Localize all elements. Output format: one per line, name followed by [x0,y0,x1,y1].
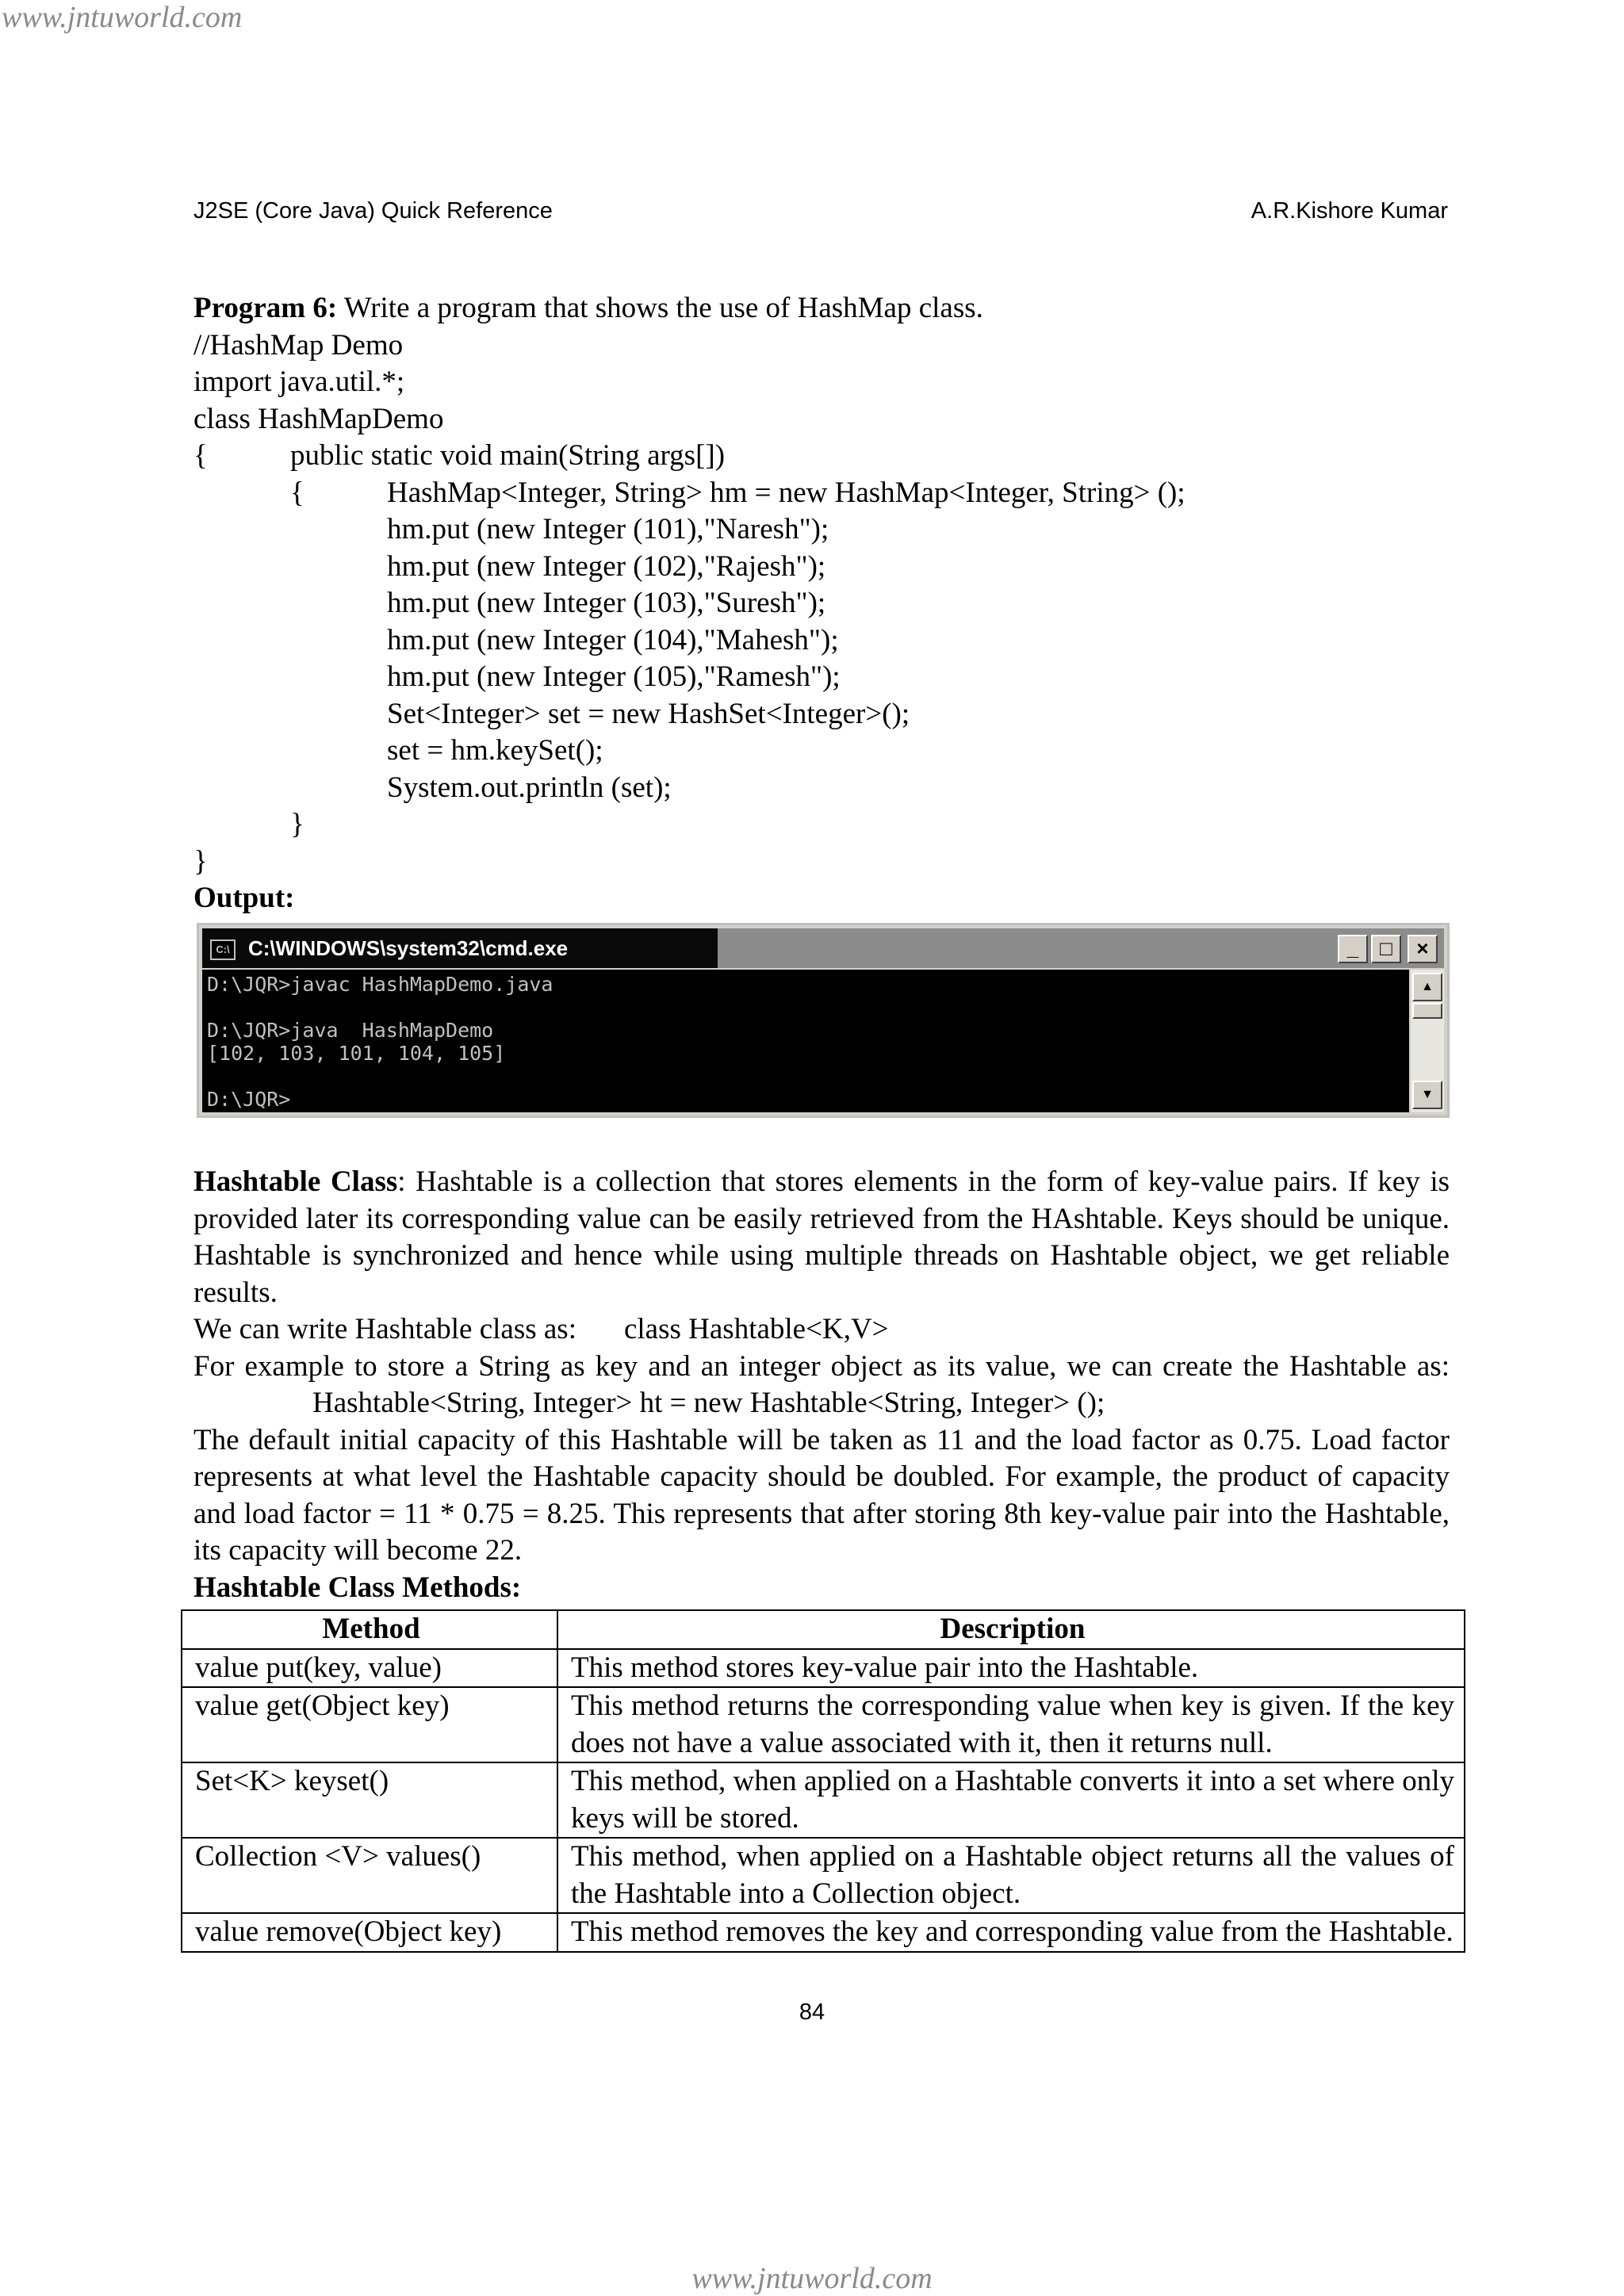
code-line-set-assign: set = hm.keySet(); [387,734,603,767]
hashtable-intro [193,1164,1450,1311]
hashtable-term: Hashtable Class [193,1165,398,1198]
write-as-text: We can write Hashtable class as: [193,1313,576,1345]
console-title: C:\WINDOWS\system32\cmd.exe [248,936,569,960]
code-main-decl: public static void main(String args[]) [290,439,726,472]
code-open-brace: { [193,439,208,472]
watermark-top: www.jntuworld.com [2,1,243,34]
watermark-bottom: www.jntuworld.com [691,2262,933,2295]
code-line-put2: hm.put (new Integer (102),"Rajesh"); [387,549,826,583]
running-header-author: A.R.Kishore Kumar [1251,198,1448,224]
code-line-put5: hm.put (new Integer (105),"Ramesh"); [387,660,841,693]
code-line-put1: hm.put (new Integer (101),"Naresh"); [387,513,829,545]
console-titlebar[interactable] [202,928,1444,968]
console-window [197,923,1450,1118]
hashtable-write-as [193,1311,1450,1349]
table-row [182,1687,1465,1762]
code-hm-decl: HashMap<Integer, String> hm = new HashMap<Integer, String> (); [387,476,1185,509]
write-as-code: class Hashtable<K,V> [623,1313,889,1345]
code-line-outer-close: } [193,844,208,878]
column-header-method: Method [182,1610,557,1649]
code-line-inner-close: } [290,808,304,840]
code-inner-open: { [290,476,304,509]
code-line-put4: hm.put (new Integer (104),"Mahesh"); [387,623,839,656]
console-output[interactable] [202,970,1409,1112]
code-line-print: System.out.println (set); [387,771,672,804]
console-line: D:\JQR> [207,1088,291,1111]
table-row [182,1649,1465,1688]
console-line: D:\JQR>javac HashMapDemo.java [207,973,553,996]
page-number: 84 [799,1999,825,2025]
methods-heading-text: Hashtable Class Methods: [193,1571,522,1604]
table-row [182,1913,1465,1952]
scroll-down-arrow-icon[interactable]: ▼ [1412,1081,1442,1109]
console-line [207,1065,1404,1088]
column-header-description: Description [557,1610,1465,1649]
code-line-import: import java.util.*; [193,365,405,398]
running-header-title: J2SE (Core Java) Quick Reference [193,198,553,224]
program-listing [193,290,1450,917]
table-row [182,1762,1465,1838]
description-cell: This method stores key-value pair into the Hashtable. [557,1649,1465,1688]
output-label [193,880,1450,917]
methods-heading [193,1570,1450,1607]
method-cell: Collection <V> values() [182,1838,557,1913]
code-line-set-decl: Set<Integer> set = new HashSet<Integer>(); [387,697,910,730]
code-line-hm [193,475,1450,512]
code-line-comment: //HashMap Demo [193,328,404,362]
program-statement-text: Write a program that shows the use of HashMap class. [337,292,983,324]
scroll-thumb[interactable] [1412,1003,1442,1019]
code-line-class: class HashMapDemo [193,402,444,435]
method-cell: value get(Object key) [182,1687,557,1762]
code-line-main [193,438,1450,475]
hashtable-intro-text: : Hashtable is a collection that stores elements in the form of key-value pairs. If key is provided later its corresponding value can be easily retrieved from the HAshtable. Keys should be unique. Hashtable is synchronized and hence while using multiple threads on Hashtable object, we get reliable results. [193,1165,1450,1309]
program-label: Program 6: [193,292,338,324]
console-line [207,996,1404,1019]
cmd-icon: C:\ [210,939,236,960]
console-title-inactive [718,928,1444,968]
example-code: Hashtable<String, Integer> ht = new Hashtable<String, Integer> (); [312,1387,1105,1419]
hashtable-section [193,1164,1450,1606]
method-cell: value remove(Object key) [182,1913,557,1952]
scroll-up-arrow-icon[interactable]: ▲ [1412,973,1442,1001]
hashtable-example [193,1349,1450,1422]
close-button[interactable]: × [1408,935,1438,963]
table-row [182,1838,1465,1913]
description-cell: This method, when applied on a Hashtable converts it into a set where only keys will be stored. [557,1762,1465,1838]
method-cell: Set<K> keyset() [182,1762,557,1838]
maximize-button[interactable]: □ [1371,935,1401,963]
methods-table [181,1609,1465,1953]
minimize-button[interactable]: _ [1338,935,1368,963]
console-line: [102, 103, 101, 104, 105] [207,1042,506,1065]
output-label-text: Output: [193,882,295,914]
example-text: For example to store a String as key and an integer object as its value, we can create the Hashtable as: [193,1349,1450,1383]
console-line: D:\JQR>java HashMapDemo [207,1019,494,1042]
table-header-row [182,1610,1465,1649]
description-cell: This method returns the corresponding value when key is given. If the key does not have a value associated with it, then it returns null. [557,1687,1465,1762]
method-cell: value put(key, value) [182,1649,557,1688]
code-line-put3: hm.put (new Integer (103),"Suresh"); [387,587,826,619]
description-cell: This method removes the key and corresponding value from the Hashtable. [557,1913,1465,1952]
console-scrollbar[interactable] [1411,970,1444,1112]
hashtable-capacity: The default initial capacity of this Hashtable will be taken as 11 and the load factor as 0.75. Load factor represents at what level the Hashtable capacity should be doubled. For example, the product of capacity and load factor = 11 * 0.75 = 8.25. This represents that after storing 8th key-value pair into the Hashtable, its capacity will become 22. [193,1423,1450,1567]
description-cell: This method, when applied on a Hashtable object returns all the values of the Hashtable into a Collection object. [557,1838,1465,1913]
program-statement [193,290,1450,327]
